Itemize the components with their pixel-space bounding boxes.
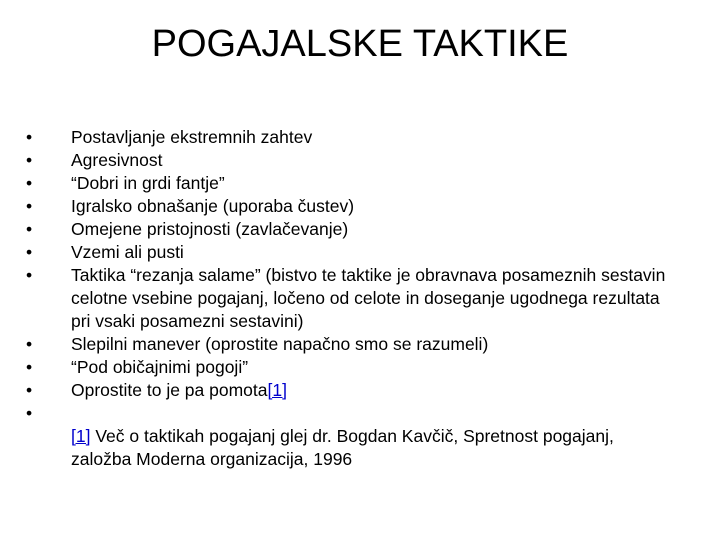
bullet-dot-icon: • [26,196,33,216]
list-item-text: Postavljanje ekstremnih zahtev [71,127,313,147]
list-item-text: Taktika “rezanja salame” (bistvo te taktike je obravnava posameznih sestavin celotne vsebine pogajanj, ločeno od celote in doseganje ugodnega rezultata pri vsaki posamezni sestavini) [71,265,666,331]
bullet-dot-icon: • [26,380,33,400]
bullet-dot-icon: • [26,127,33,147]
footnote-text: Več o taktikah pogajanj glej dr. Bogdan Kavčič, Spretnost pogajanj, založba Moderna organizacija, 1996 [71,426,614,469]
list-item [26,333,666,356]
bullet-dot-icon: • [26,173,33,193]
bullet-dot-icon: • [26,242,33,262]
list-item [26,149,666,172]
bullet-list [26,126,666,471]
list-item [26,195,666,218]
bullet-dot-icon: • [26,265,33,285]
list-item [26,241,666,264]
list-item [26,218,666,241]
list-item-label: Oprostite to je pa pomota [71,380,268,400]
footnote [71,425,666,471]
list-item-text: “Dobri in grdi fantje” [71,173,225,193]
list-item [26,264,666,333]
slide-title: POGAJALSKE TAKTIKE [151,23,569,65]
bullet-dot-icon: • [26,403,33,423]
list-item [26,126,666,149]
footnote-ref-link[interactable]: [1] [267,380,287,400]
bullet-dot-icon: • [26,150,33,170]
bullet-dot-icon: • [26,219,33,239]
list-item-text: Igralsko obnašanje (uporaba čustev) [71,196,355,216]
bullet-dot-icon: • [26,334,33,354]
list-item [26,356,666,379]
empty-line [71,402,666,425]
list-item-text: Omejene pristojnosti (zavlačevanje) [71,219,349,239]
footnote-anchor-link[interactable]: [1] [71,426,91,446]
list-item-text: Vzemi ali pusti [71,242,184,262]
list-item-text: Agresivnost [71,150,163,170]
list-item [26,172,666,195]
list-item-text [71,379,666,402]
list-item [26,379,666,402]
list-item-text: Slepilni manever (oprostite napačno smo se razumeli) [71,334,489,354]
list-item [26,402,666,471]
bullet-dot-icon: • [26,357,33,377]
list-item-text: “Pod običajnimi pogoji” [71,357,249,377]
